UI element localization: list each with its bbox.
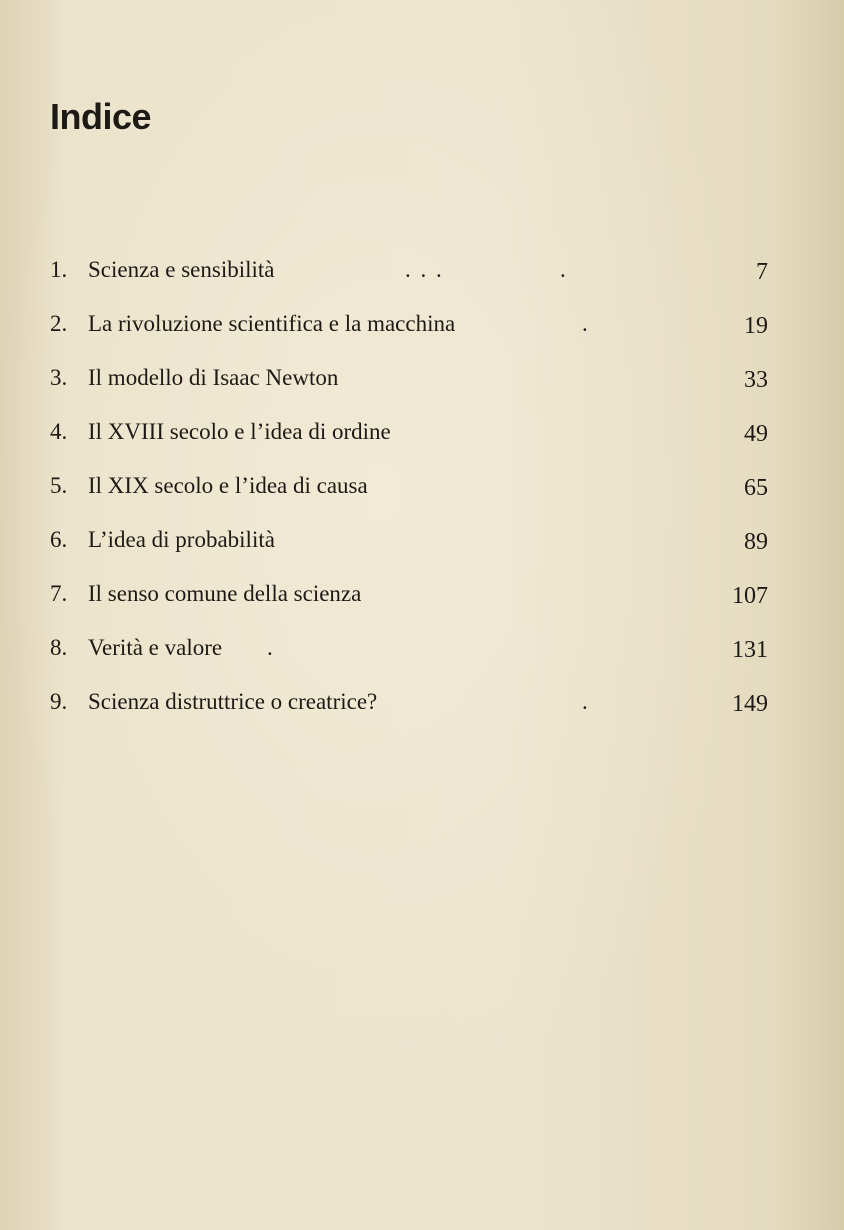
toc-entry-number: 1. xyxy=(50,257,68,282)
toc-entry-title: La rivoluzione scientifica e la macchina xyxy=(88,311,456,336)
toc-entry-page: 149 xyxy=(732,691,768,717)
toc-entry-title: Verità e valore xyxy=(88,635,223,660)
toc-entry-title: Il senso comune della scienza xyxy=(88,581,362,606)
toc-dot-leader: . xyxy=(582,311,590,336)
toc-entry xyxy=(50,523,768,577)
toc-entry xyxy=(50,361,768,415)
toc-entry xyxy=(50,685,768,739)
toc-entry-number: 8. xyxy=(50,635,68,660)
table-of-contents xyxy=(50,253,768,739)
toc-entry-page: 7 xyxy=(756,259,768,285)
toc-entry-number: 6. xyxy=(50,527,68,552)
toc-entry-page: 33 xyxy=(744,367,768,393)
toc-entry-title: L’idea di probabilità xyxy=(88,527,275,552)
toc-dot-leader: . . . . xyxy=(405,257,568,282)
toc-entry-page: 107 xyxy=(732,583,768,609)
toc-entry-number: 7. xyxy=(50,581,68,606)
toc-entry-number: 5. xyxy=(50,473,68,498)
toc-entry-title: Il XVIII secolo e l’idea di ordine xyxy=(88,419,391,444)
toc-entry-number: 4. xyxy=(50,419,68,444)
toc-entry xyxy=(50,631,768,685)
toc-entry-number: 9. xyxy=(50,689,68,714)
toc-entry xyxy=(50,253,768,307)
toc-dot-leader: . xyxy=(267,635,275,660)
toc-dot-leader: . xyxy=(582,689,590,714)
toc-entry-page: 19 xyxy=(744,313,768,339)
toc-entry-title: Il XIX secolo e l’idea di causa xyxy=(88,473,368,498)
toc-entry-page: 89 xyxy=(744,529,768,555)
toc-entry-page: 65 xyxy=(744,475,768,501)
page-title: Indice xyxy=(50,96,152,137)
toc-entry-number: 2. xyxy=(50,311,68,336)
toc-entry xyxy=(50,577,768,631)
toc-entry-page: 49 xyxy=(744,421,768,447)
toc-entry xyxy=(50,469,768,523)
toc-entry xyxy=(50,415,768,469)
toc-entry xyxy=(50,307,768,361)
toc-entry-title: Scienza e sensibilità xyxy=(88,257,275,282)
toc-entry-title: Il modello di Isaac Newton xyxy=(88,365,339,390)
toc-entry-number: 3. xyxy=(50,365,68,390)
toc-entry-page: 131 xyxy=(732,637,768,663)
toc-entry-title: Scienza distruttrice o creatrice? xyxy=(88,689,378,714)
